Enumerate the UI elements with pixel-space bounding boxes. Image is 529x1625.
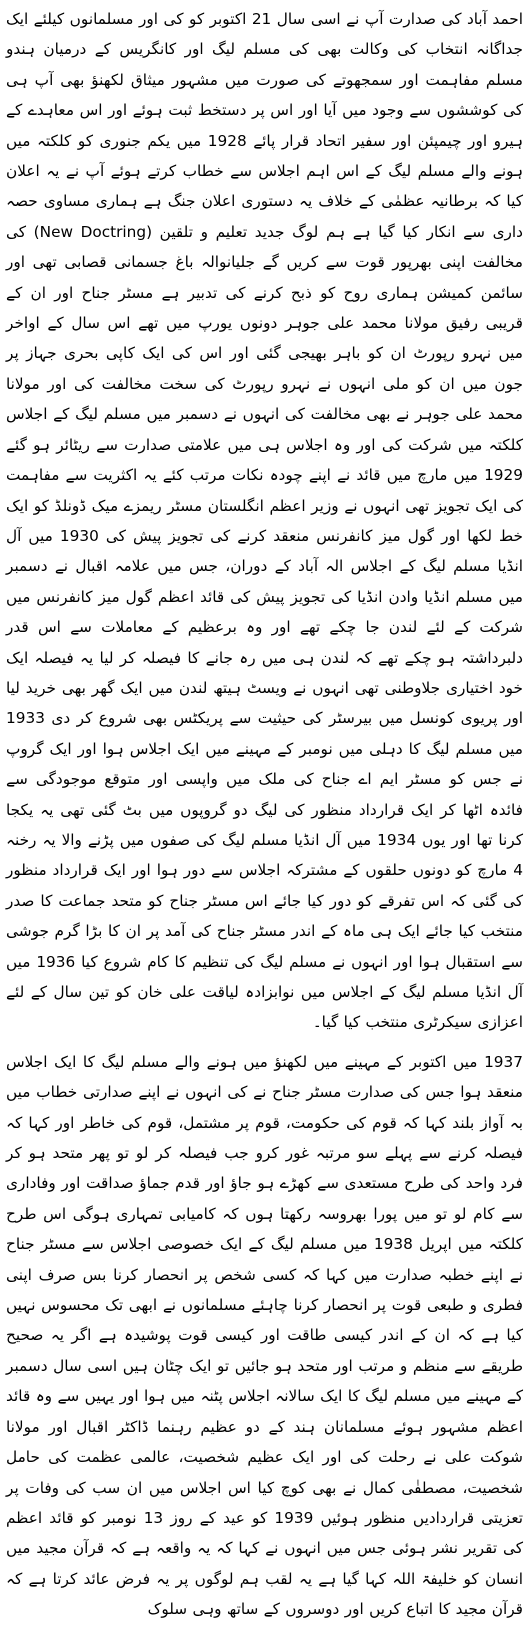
body-paragraph-2: 1937 میں اکتوبر کے مہینے میں لکھنؤ میں ہونے والے مسلم لیگ کا ایک اجلاس منعقد ہوا جس کی صدارت مسٹر جناح نے کی انہوں نے اپنے صدارتی خطاب میں بہ آواز بلند کہا کہ قوم کی حکومت، قوم پر مشتمل، قوم کی خاطر اور کہا کہ فیصلہ کرنے سے پہلے سو مرتبہ غور کرو جب فیصلہ کر لو تو پھر متحد ہو کر فرد واحد کی طرح مستعدی سے کھڑے ہو جاؤ اور قدم جماؤ صداقت اور وفاداری سے کام لو تو میں پورا بھروسہ رکھتا ہوں کہ کامیابی تمہاری ہوگی اس طرح کلکتہ میں اپریل 1938 میں مسلم لیگ کے ایک خصوصی اجلاس سے مسٹر جناح نے اپنے خطبہ صدارت میں کہا کہ کسی شخص پر انحصار کرنا بس صرف اپنی فطری و طبعی قوت پر انحصار کرنا چاہئے مسلمانوں نے ابھی تک محسوس نہیں کیا ہے کہ ان کے اندر کیسی طاقت اور کیسی قوت پوشیدہ ہے اگر یہ صحیح طریقے سے منظم و مرتب اور متحد ہو جائیں تو ایک چٹان ہیں اسی سال دسمبر کے مہینے میں مسلم لیگ کا ایک سالانہ اجلاس پٹنہ میں ہوا اور یہیں سے وہ قائد اعظم مشہور ہوئے مسلمانان ہند کے دو عظیم رہنما ڈاکٹر اقبال اور مولانا شوکت علی نے رحلت کی اور ایک عظیم شخصیت، عالمی عظمت کی حامل شخصیت، مصطفٰی کمال نے بھی کوچ کیا اس اجلاس میں ان سب کی وفات پر تعزیتی قراردادیں منظور ہوئیں 1939 کو عید کے روز 13 نومبر کو قائد اعظم کی تقریر نشر ہوئی جس میں انہوں نے کہا کہ یہ واقعہ ہے کہ قرآن مجید میں انسان کو خلیفۃ اللہ کہا گیا ہے یہ لقب ہم لوگوں پر یہ فرض عائد کرتا ہے کہ قرآن مجید کا اتباع کریں اور دوسروں کے ساتھ وہی سلوک bbox=[6, 1052, 523, 1619]
body-paragraph-1: احمد آباد کی صدارت آپ نے اسی سال 21 اکتوبر کو کی اور مسلمانوں کیلئے ایک جداگانہ انتخاب کی وکالت بھی کی مسلم لیگ اور کانگریس کے درمیان ہندو مسلم مفاہمت اور سمجھوتے کی صورت میں مشہور میثاق لکھنؤ بھی آپ ہی کی کوششوں سے وجود میں آیا اور اس پر دستخط ثبت ہوئے اور اس معاہدے کے ہیرو اور چیمپئن اور سفیر اتحاد قرار پائے 1928 میں یکم جنوری کو کلکتہ میں ہونے والے مسلم لیگ کے اس اہم اجلاس سے خطاب کرتے ہوئے آپ نے یہ اعلان کیا کہ برطانیہ عظمٰی کے خلاف یہ دستوری اعلان جنگ ہے ہماری مساوی حصہ داری سے انکار کیا گیا ہے ہم لوگ جدید تعلیم و تلقین (New Doctring) کی مخالفت اپنی بھرپور قوت سے کریں گے جلیانوالہ باغ جسمانی قصابی تھی اور سائمن کمیشن ہماری روح کو ذبح کرنے کی تدبیر ہے مسٹر جناح اور ان کے قریبی رفیق مولانا محمد علی جوہر دونوں یورپ میں تھے اس سال کے اواخر میں نہرو رپورٹ ان کو باہر بھیجی گئی اور اس کی ایک کاپی بحری جہاز پر جون میں ان کو ملی انہوں نے نہرو رپورٹ کی سخت مخالفت کی اور مولانا محمد علی جوہر نے بھی مخالفت کی انہوں نے دسمبر میں مسلم لیگ کے اجلاس کلکتہ میں شرکت کی اور وہ اجلاس ہی میں علامتی صدارت سے ریٹائر ہو گئے 1929 میں مارچ میں قائد نے اپنے چودہ نکات مرتب کئے یہ اکثریت سے مفاہمت کی ایک تجویز تھی انہوں نے وزیر اعظم انگلستان مسٹر ریمزے میک ڈونلڈ کو ایک خط لکھا اور گول میز کانفرنس منعقد کرنے کی تجویز پیش کی 1930 میں آل انڈیا مسلم لیگ کے اجلاس الہ آباد کے دوران، جس میں علامہ اقبال نے دسمبر میں مسلم انڈیا وادن انڈیا کی تجویز پیش کی قائد اعظم گول میز کانفرنس میں شرکت کے لئے لندن جا چکے تھے اور وہ برعظیم کے معاملات سے اس قدر دلبرداشتہ ہو چکے تھے کہ لندن ہی میں رہ جانے کا فیصلہ کر لیا یہ فیصلہ ایک خود اختیاری جلاوطنی تھی انہوں نے ویسٹ ہیتھ لندن میں ایک گھر بھی خرید لیا اور پریوی کونسل میں بیرسٹر کی حیثیت سے پریکٹس بھی شروع کر دی 1933 میں مسلم لیگ کا دہلی میں نومبر کے مہینے میں ایک اجلاس ہوا اور ایک گروپ نے جس کو مسٹر ایم اے جناح کی ملک میں واپسی اور متوقع موجودگی سے فائدہ اٹھا کر ایک قرارداد منظور کی لیگ دو گروپوں میں بٹ گئی تھی یہ یکجا کرنا تھا اور یوں 1934 میں آل انڈیا مسلم لیگ کی صفوں میں پڑنے والا یہ رخنہ 4 مارچ کو دونوں حلقوں کے مشترکہ اجلاس سے دور ہوا اور ایک قرارداد منظور کی گئی کہ اس تفرقے کو دور کیا جائے اس مسٹر جناح کو متحد جماعت کا صدر منتخب کیا جائے ایک ہی ماہ کے اندر مسٹر جناح کی آمد پر ان کا بڑا گرم جوشی سے استقبال ہوا اور انہوں نے مسلم لیگ کی تنظیم کا کام شروع کیا 1936 میں آل انڈیا مسلم لیگ کے اجلاس میں نوابزادہ لیاقت علی خان کو تین سال کے لئے اعزازی سیکرٹری منتخب کیا گیا۔ bbox=[6, 10, 523, 1032]
